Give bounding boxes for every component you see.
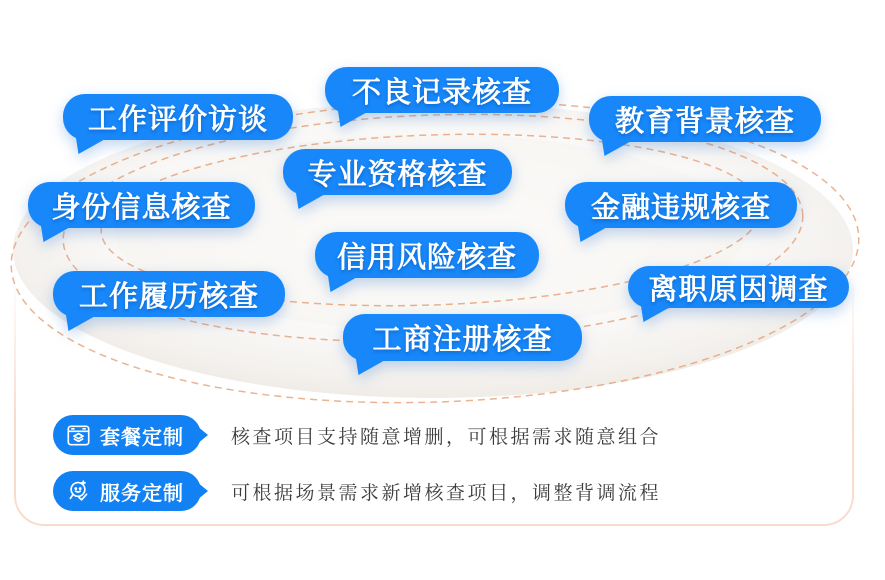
package-window-icon [66,423,91,448]
bubble-professional-qualification-check [283,149,512,195]
bubble-label: 工作评价访谈 [87,103,268,136]
bubble-body [325,67,559,113]
bubble-label: 离职原因调查 [648,273,829,306]
bubble-identity-info-check [28,182,255,228]
bubble-label: 工商注册核查 [372,324,553,356]
bubble-label: 身份信息核查 [51,191,232,224]
package-custom-pill [53,415,201,455]
bubble-bad-record-check [325,67,559,113]
bubble-label: 专业资格核查 [307,158,488,191]
legend-row-package [53,415,661,455]
service-custom-label: 服务定制 [100,482,184,505]
bubble-body [315,232,539,278]
bubble-body [283,149,512,195]
bubble-body [28,182,255,228]
service-custom-pill [53,471,201,511]
bubble-credit-risk-check [315,232,539,278]
bubble-label: 金融违规核查 [590,191,771,224]
bubble-financial-violation-check [565,182,797,228]
bubble-business-registration-check [343,314,582,361]
bubble-label: 工作履历核查 [78,280,259,313]
legend-row-service [53,471,661,511]
package-custom-desc: 核查项目支持随意增删，可根据需求随意组合 [231,426,662,448]
bubble-body [628,266,849,308]
bubble-label: 教育背景核查 [614,105,795,138]
bubble-body [589,96,821,142]
bubble-education-background-check [589,96,821,142]
package-custom-label: 套餐定制 [100,426,184,449]
user-search-check-icon [66,479,91,504]
bubble-body [53,271,285,317]
bubble-body [565,182,797,228]
service-custom-desc: 可根据场景需求新增核查项目，调整背调流程 [231,482,662,504]
bubble-work-history-check [53,271,285,317]
bubble-work-eval-interview [63,94,293,140]
bubble-label: 信用风险核查 [336,241,517,274]
bubble-body [343,314,582,361]
bubble-body [63,94,293,140]
bubble-resignation-reason-survey [628,266,849,308]
bubble-label: 不良记录核查 [351,76,532,109]
